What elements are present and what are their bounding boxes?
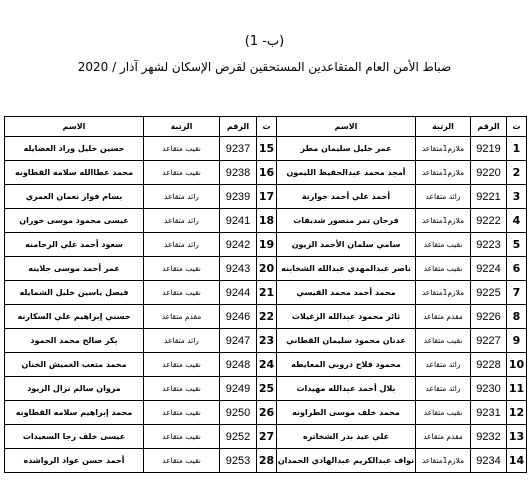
header-index-right: ت (507, 117, 527, 137)
row-number-right: 9222 (471, 209, 507, 233)
table-row (5, 353, 527, 377)
row-rank-left: نقيب متقاعد (144, 257, 220, 281)
table-row (5, 233, 527, 257)
row-rank-left: نقيب متقاعد (144, 161, 220, 185)
table-row (5, 257, 527, 281)
row-number-left: 9239 (220, 185, 257, 209)
row-index-right: 1 (507, 137, 527, 161)
page-title: ضباط الأمن العام المتقاعدين المستحقين لقرض الإسكان لشهر آذار / 2020 (77, 60, 452, 74)
row-index-right: 4 (507, 209, 527, 233)
row-name-left: بسام فواز نعمان العمري (5, 185, 144, 209)
row-number-left: 9248 (220, 353, 257, 377)
row-number-right: 9219 (471, 137, 507, 161)
row-name-left: محمد متعب الغميش الخنان (5, 353, 144, 377)
row-index-right: 12 (507, 401, 527, 425)
row-index-left: 16 (257, 161, 277, 185)
row-name-right: سامي سلمان الأحمد الزيون (277, 233, 416, 257)
table-row (5, 401, 527, 425)
row-number-right: 9224 (471, 257, 507, 281)
row-rank-right: ملازم1متقاعد (416, 161, 471, 185)
row-number-left: 9253 (220, 449, 257, 473)
row-name-left: بكر صالح محمد الحمود (5, 329, 144, 353)
row-rank-left: مقدم متقاعد (144, 305, 220, 329)
header-rank-right: الرتبة (416, 117, 471, 137)
row-index-left: 27 (257, 425, 277, 449)
row-name-right: فرحان تمر منصور شديفات (277, 209, 416, 233)
table-row (5, 377, 527, 401)
row-index-left: 20 (257, 257, 277, 281)
header-name-left: الاسم (5, 117, 144, 137)
row-index-right: 14 (507, 449, 527, 473)
row-rank-left: نقيب متقاعد (144, 401, 220, 425)
row-number-right: 9232 (471, 425, 507, 449)
row-index-left: 24 (257, 353, 277, 377)
row-rank-left: نقيب متقاعد (144, 281, 220, 305)
table-row (5, 281, 527, 305)
row-number-right: 9227 (471, 329, 507, 353)
row-name-right: نواف عبدالكريم عبدالهادي الحمدان (277, 449, 416, 473)
row-name-left: حسني إبراهيم علي السكارنه (5, 305, 144, 329)
row-name-left: محمد إبراهيم سلامه القطاونه (5, 401, 144, 425)
row-number-left: 9244 (220, 281, 257, 305)
row-number-right: 9226 (471, 305, 507, 329)
row-rank-right: مقدم متقاعد (416, 305, 471, 329)
row-index-left: 25 (257, 377, 277, 401)
row-rank-left: نقيب متقاعد (144, 353, 220, 377)
row-rank-right: ملازم1متقاعد (416, 449, 471, 473)
table-row (5, 161, 527, 185)
officers-table (4, 116, 527, 473)
row-index-left: 17 (257, 185, 277, 209)
row-rank-left: رائد متقاعد (144, 209, 220, 233)
row-name-right: ثائر محمود عبدالله الزغيلات (277, 305, 416, 329)
row-number-right: 9220 (471, 161, 507, 185)
row-rank-left: نقيب متقاعد (144, 425, 220, 449)
row-number-right: 9234 (471, 449, 507, 473)
row-rank-left: رائد متقاعد (144, 329, 220, 353)
row-name-right: محمود فلاح دروبي المعايطه (277, 353, 416, 377)
row-rank-left: نقيب متقاعد (144, 449, 220, 473)
table-row (5, 209, 527, 233)
row-rank-right: نقيب متقاعد (416, 257, 471, 281)
row-name-right: علي عيد بدر الشخاتره (277, 425, 416, 449)
row-name-left: محمد عطاالله سلامه القطاونه (5, 161, 144, 185)
row-index-right: 9 (507, 329, 527, 353)
row-name-right: بلال أحمد عبدالله مهيدات (277, 377, 416, 401)
row-number-right: 9225 (471, 281, 507, 305)
table-row (5, 305, 527, 329)
table-row (5, 185, 527, 209)
row-index-right: 5 (507, 233, 527, 257)
row-rank-right: رائد متقاعد (416, 353, 471, 377)
row-name-right: محمد أحمد محمد القيسي (277, 281, 416, 305)
row-index-right: 3 (507, 185, 527, 209)
row-number-left: 9249 (220, 377, 257, 401)
row-number-left: 9250 (220, 401, 257, 425)
row-index-right: 2 (507, 161, 527, 185)
row-name-left: مروان سالم نزال الزيود (5, 377, 144, 401)
row-number-left: 9243 (220, 257, 257, 281)
row-number-right: 9221 (471, 185, 507, 209)
row-index-left: 23 (257, 329, 277, 353)
row-name-left: فيصل ياسين خليل الشمايله (5, 281, 144, 305)
row-name-left: سعود أحمد علي الرحامنه (5, 233, 144, 257)
header-name-right: الاسم (277, 117, 416, 137)
row-name-left: عمر أحمد موسى جلاينه (5, 257, 144, 281)
row-rank-right: نقيب متقاعد (416, 233, 471, 257)
row-name-right: أمجد محمد عبدالحفيظ الليمون (277, 161, 416, 185)
row-name-right: محمد خلف موسى الطراونه (277, 401, 416, 425)
row-name-left: عيسى محمود موسى خوران (5, 209, 144, 233)
row-index-left: 19 (257, 233, 277, 257)
header-index-left: ت (257, 117, 277, 137)
row-index-right: 10 (507, 353, 527, 377)
row-index-left: 22 (257, 305, 277, 329)
table-row (5, 329, 527, 353)
row-name-right: عدنان محمود سليمان القطاني (277, 329, 416, 353)
row-index-left: 15 (257, 137, 277, 161)
row-rank-right: نقيب متقاعد (416, 329, 471, 353)
page-label: (ب- 1) (244, 34, 285, 49)
header-rank-left: الرتبة (144, 117, 220, 137)
row-number-left: 9241 (220, 209, 257, 233)
table-body (5, 137, 527, 473)
row-rank-right: ملازم1متقاعد (416, 281, 471, 305)
row-index-right: 6 (507, 257, 527, 281)
row-rank-left: رائد متقاعد (144, 233, 220, 257)
row-index-left: 28 (257, 449, 277, 473)
row-rank-right: ملازم1متقاعد (416, 137, 471, 161)
row-number-left: 9237 (220, 137, 257, 161)
row-index-left: 21 (257, 281, 277, 305)
row-number-left: 9252 (220, 425, 257, 449)
table-row (5, 137, 527, 161)
row-name-left: حسين خليل وراد العضايله (5, 137, 144, 161)
row-number-left: 9246 (220, 305, 257, 329)
row-number-left: 9238 (220, 161, 257, 185)
row-name-left: عيسى خلف رجا السعيدات (5, 425, 144, 449)
row-name-right: أحمد علي أحمد جوارنة (277, 185, 416, 209)
header-number-left: الرقم (220, 117, 257, 137)
row-name-left: أحمد حسن عواد الرواشده (5, 449, 144, 473)
row-number-left: 9247 (220, 329, 257, 353)
row-index-right: 7 (507, 281, 527, 305)
row-rank-left: نقيب متقاعد (144, 137, 220, 161)
row-number-left: 9242 (220, 233, 257, 257)
row-index-right: 11 (507, 377, 527, 401)
row-index-right: 13 (507, 425, 527, 449)
row-rank-left: رائد متقاعد (144, 185, 220, 209)
row-name-right: عمر خليل سليمان مطر (277, 137, 416, 161)
row-rank-left: نقيب متقاعد (144, 377, 220, 401)
table-header-row (5, 117, 527, 137)
row-index-left: 26 (257, 401, 277, 425)
row-number-right: 9230 (471, 377, 507, 401)
row-rank-right: مقدم متقاعد (416, 425, 471, 449)
row-rank-right: رائد متقاعد (416, 185, 471, 209)
row-name-right: ناصر عبدالمهدي عبدالله الشخابنه (277, 257, 416, 281)
row-number-right: 9228 (471, 353, 507, 377)
header-number-right: الرقم (471, 117, 507, 137)
row-rank-right: ملازم1متقاعد (416, 209, 471, 233)
table-row (5, 425, 527, 449)
row-index-left: 18 (257, 209, 277, 233)
row-number-right: 9231 (471, 401, 507, 425)
row-number-right: 9223 (471, 233, 507, 257)
row-rank-right: نقيب متقاعد (416, 401, 471, 425)
row-rank-right: رائد متقاعد (416, 377, 471, 401)
table-row (5, 449, 527, 473)
row-index-right: 8 (507, 305, 527, 329)
